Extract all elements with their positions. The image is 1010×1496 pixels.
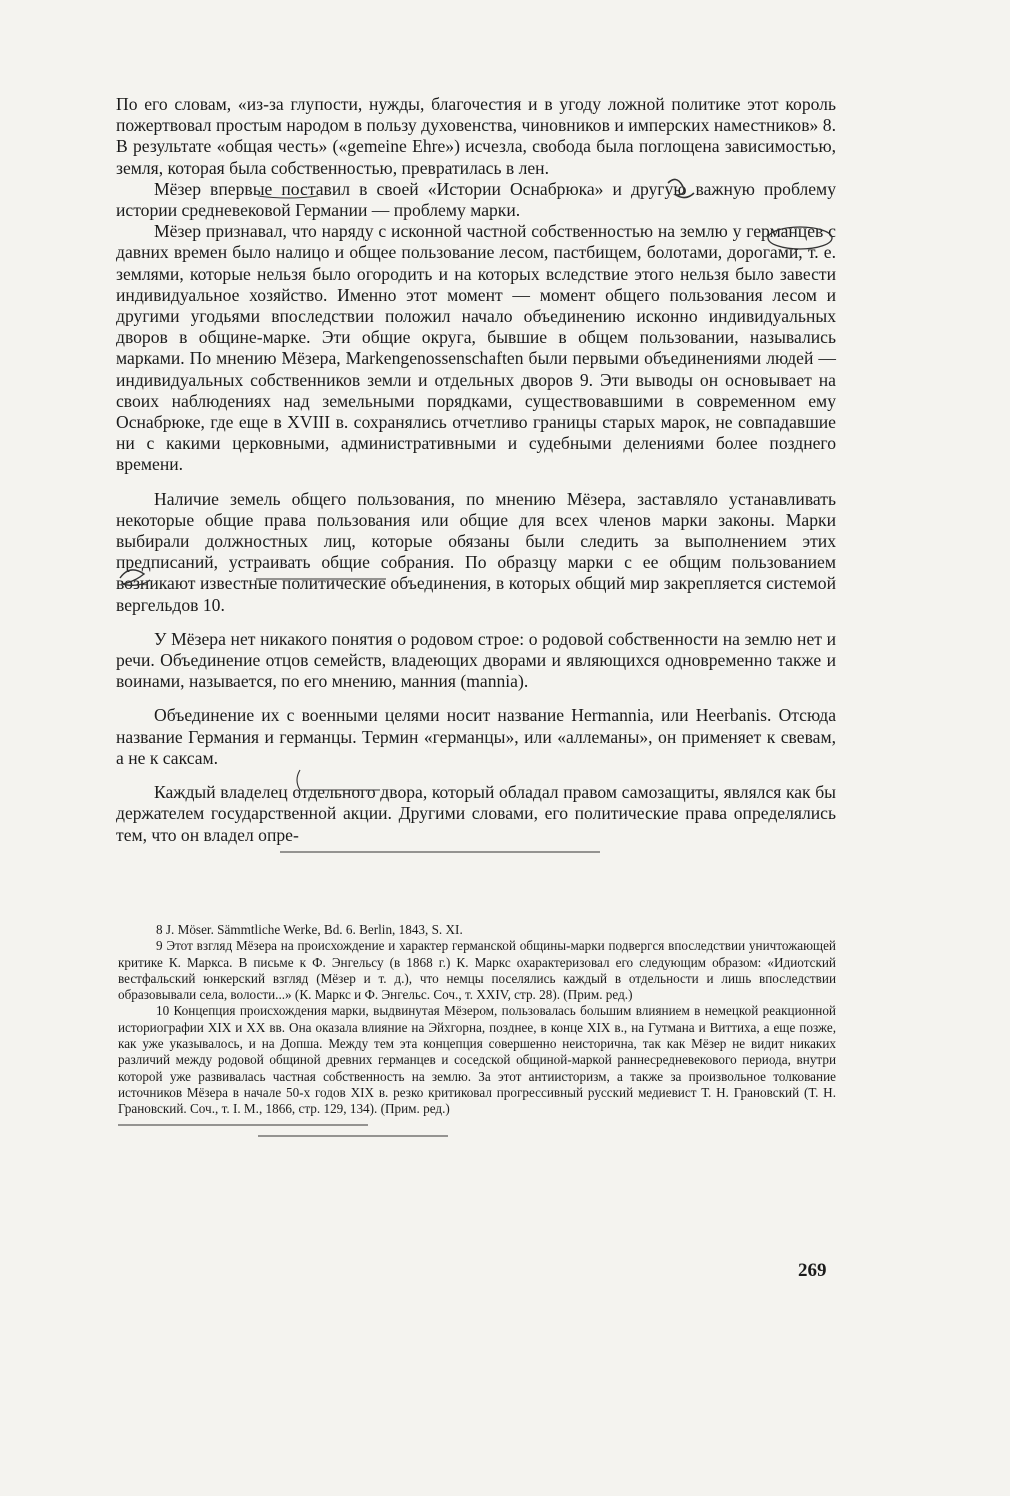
paragraph-5: У Мёзера нет никакого понятия о родовом строе: о родовой собственности на землю нет и речи. Объединение отцов семейств, владеющих дворами и являющихся одновременно также и воинами, называется, по его мнению, манния (mannia). — [116, 628, 836, 692]
footnote-10: 10 Концепция происхождения марки, выдвинутая Мёзером, пользовалась большим влиянием в немецкой реакционной историографии XIX и XX вв. Она оказала влияние на Эйхгорна, позднее, в конце XIX в., на Гутмана и Виттиха, а еще позже, как уже указывалось, и на Допша. Между тем эта концепция совершенно неисторична, так как Мёзер не видит никаких различий между родовой общиной древних германцев и соседской общиной-маркой раннесредневекового периода, внутри которой уже развивалась частная собственность на землю. За этот антиисторизм, а также за произвольное толкование источников Мёзера в начале 50-х годов XIX в. резко критиковал прогрессивный русский медиевист Т. Н. Грановский (Т. Н. Грановский. Соч., т. I. М., 1866, стр. 129, 134). (Прим. ред.) — [118, 1003, 836, 1117]
paragraph-3: Мёзер признавал, что наряду с исконной частной собственностью на землю у германцев с давних времен было налицо и общее пользование лесом, пастбищем, болотами, дорогами, т. е. землями, которые нельзя было огородить и на которых вследствие этого нельзя было завести индивидуальное хозяйство. Именно этот момент — момент общего пользования лесом и другими угодьями впоследствии положил начало объединению исконно индивидуальных дворов в общине-марке. Эти общие округа, бывшие в общем пользовании, назывались марками. По мнению Мёзера, Markengenossenschaften были первыми объединениями людей — индивидуальных собственников земли и отдельных дворов 9. Эти выводы он основывает на своих наблюдениях над земельными порядками, существовавшими в современном ему Оснабрюке, где еще в XVIII в. сохранялись отчетливо границы старых марок, не совпадавшие ни с какими церковными, административными и судебными делениями более позднего времени. — [116, 221, 836, 475]
paragraph-7: Каждый владелец отдельного двора, который обладал правом самозащиты, являлся как бы держателем государственной акции. Другими словами, его политические права определялись тем, что он владел опре- — [116, 782, 836, 845]
paragraph-1: По его словам, «из-за глупости, нужды, благочестия и в угоду ложной политике этот король пожертвовал простым народом в пользу духовенства, чиновников и имперских наместников» 8. В результате «общая честь» («gemeine Ehre») исчезла, свобода была поглощена зависимостью, земля, которая была собственностью, превратилась в лен. — [116, 94, 836, 178]
main-text — [116, 94, 836, 846]
footnote-9: 9 Этот взгляд Мёзера на происхождение и характер германской общины-марки подвергся впоследствии уничтожающей критике К. Маркса. В письме к Ф. Энгельсу (в 1868 г.) К. Маркс охарактеризовал его следующим образом: «Идиотский вестфальский юнкерский взгляд (Мёзер и т. д.), что немцы поселялись каждый в отдельности и лишь впоследствии образовывали села, волости...» (К. Маркс и Ф. Энгельс. Соч., т. XXIV, стр. 28). (Прим. ред.) — [118, 938, 836, 1003]
paragraph-6: Объединение их с военными целями носит название Hermannia, или Heerbanis. Отсюда название Германия и германцы. Термин «германцы», или «аллеманы», он применяет к свевам, а не к саксам. — [116, 705, 836, 768]
paragraph-2: Мёзер впервые поставил в своей «Истории Оснабрюка» и другую важную проблему истории средневековой Германии — проблему марки. — [116, 178, 836, 221]
page-number: 269 — [798, 1260, 827, 1281]
footnote-8: 8 J. Möser. Sämmtliche Werke, Bd. 6. Berlin, 1843, S. XI. — [156, 922, 463, 937]
paragraph-4: Наличие земель общего пользования, по мнению Мёзера, заставляло устанавливать некоторые общие права пользования или общие для всех членов марки законы. Марки выбирали должностных лиц, которые обязаны были следить за выполнением этих предписаний, устраивать общие собрания. По образцу марки с ее общим пользованием возникают известные политические объединения, в которых общий мир закрепляется системой вергельдов 10. — [116, 488, 836, 615]
footnotes — [118, 922, 836, 1118]
